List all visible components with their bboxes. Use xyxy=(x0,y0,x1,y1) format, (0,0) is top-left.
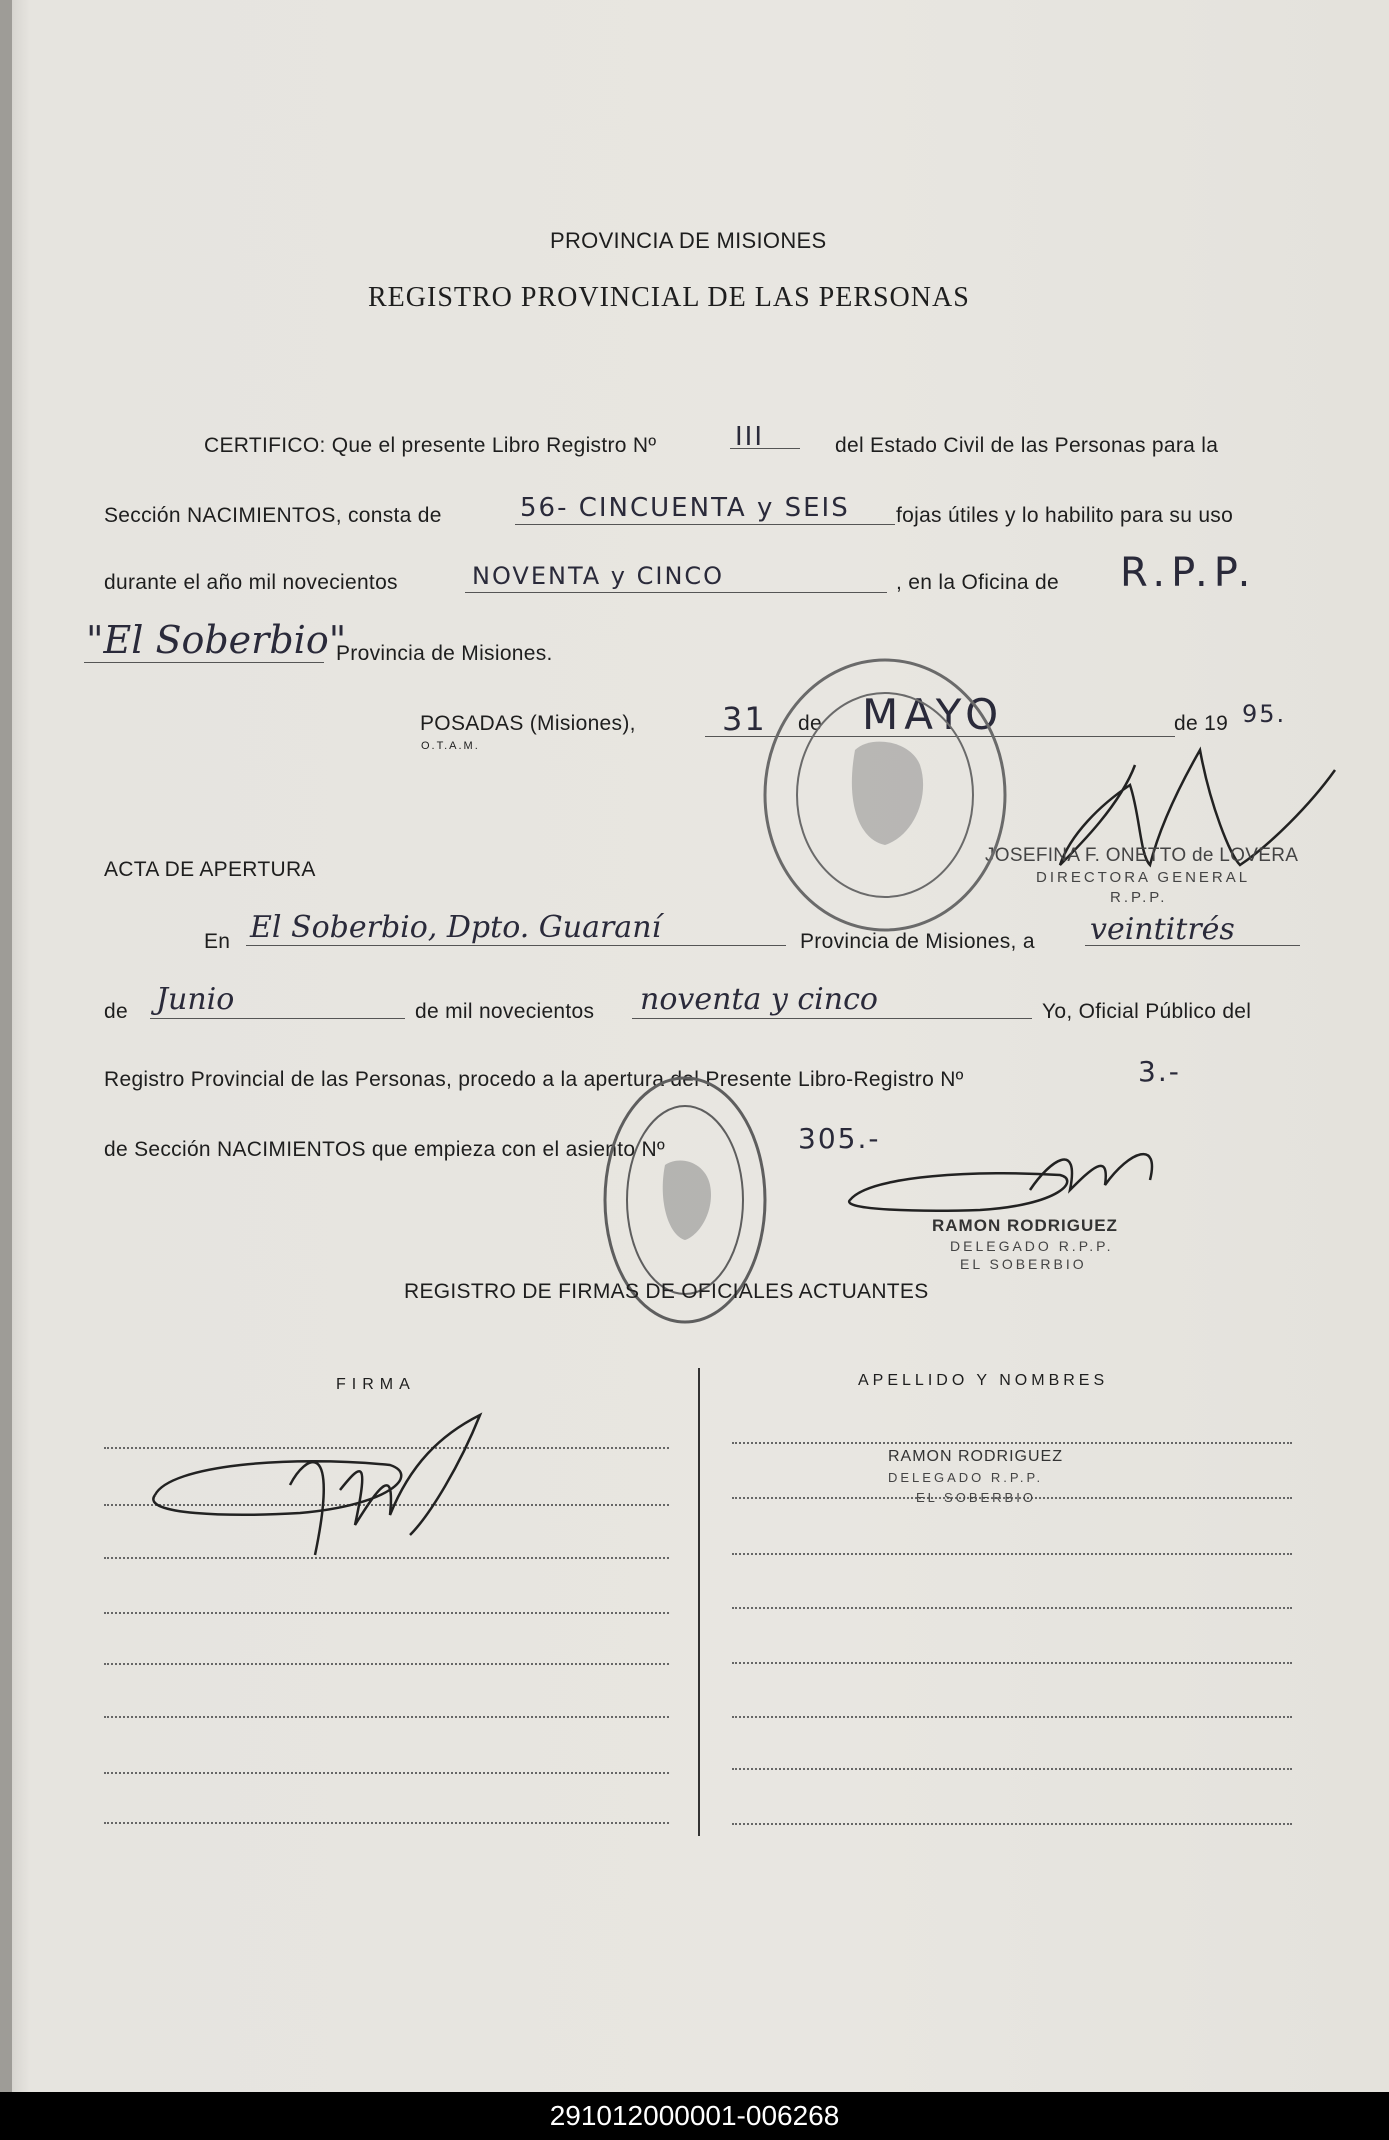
acta-location: El Soberbio, Dpto. Guaraní xyxy=(250,910,662,945)
signature-line-7 xyxy=(104,1772,669,1774)
name-line-8 xyxy=(732,1823,1292,1825)
acta-line1-b: Provincia de Misiones, a xyxy=(800,930,1035,953)
register-entry-title: DELEGADO R.P.P. xyxy=(888,1470,1044,1485)
cert-line2-a: Sección NACIMIENTOS, consta de xyxy=(104,504,442,527)
page-edge xyxy=(0,0,12,2092)
cert-line1-b: del Estado Civil de las Personas para la xyxy=(835,434,1219,457)
acta-line2-c: Yo, Oficial Público del xyxy=(1042,1000,1252,1023)
director-title: DIRECTORA GENERAL xyxy=(1036,869,1251,886)
delegate-name: RAMON RODRIGUEZ xyxy=(932,1216,1118,1235)
acta-line2-b: de mil novecientos xyxy=(415,1000,595,1023)
cert-year-prefix: de 19 xyxy=(1174,712,1229,735)
signatures-col-names: APELLIDO Y NOMBRES xyxy=(858,1372,1109,1389)
cert-book-number: III xyxy=(735,422,765,452)
cert-office: R.P.P. xyxy=(1120,550,1257,596)
acta-title: ACTA DE APERTURA xyxy=(104,858,316,881)
delegate-place: EL SOBERBIO xyxy=(960,1256,1087,1272)
signature-line-5 xyxy=(104,1663,669,1665)
cert-year-words: NOVENTA y CINCO xyxy=(472,562,725,590)
acta-de: de xyxy=(104,1000,128,1023)
acta-book-number: 3.- xyxy=(1138,1055,1181,1088)
cert-year-line xyxy=(465,592,887,593)
province-heading: PROVINCIA DE MISIONES xyxy=(550,228,827,253)
director-org: R.P.P. xyxy=(1110,889,1168,906)
name-line-1 xyxy=(732,1442,1292,1444)
signatures-column-divider xyxy=(698,1368,700,1836)
acta-year-line xyxy=(632,1018,1032,1019)
cert-line1-a: CERTIFICO: Que el presente Libro Registro Nº xyxy=(204,434,657,457)
acta-year-words: noventa y cinco xyxy=(640,982,878,1017)
register-signature xyxy=(140,1395,500,1565)
acta-month-line xyxy=(150,1018,405,1019)
name-line-4 xyxy=(732,1607,1292,1609)
name-line-5 xyxy=(732,1662,1292,1664)
acta-month: Junio xyxy=(156,982,235,1017)
signatures-col-sign: FIRMA xyxy=(336,1376,416,1393)
name-line-7 xyxy=(732,1768,1292,1770)
signature-line-4 xyxy=(104,1612,669,1614)
signature-line-8 xyxy=(104,1822,669,1824)
cert-de: de xyxy=(798,712,822,735)
cert-place-line xyxy=(84,662,324,663)
acta-line3-a: Registro Provincial de las Personas, procedo a la apertura del Presente Libro-Registro Nº xyxy=(104,1068,964,1091)
acta-day-line xyxy=(1085,945,1300,946)
cert-month: MAYO xyxy=(862,690,1005,739)
signature-line-6 xyxy=(104,1716,669,1718)
cert-line3-a: durante el año mil novecientos xyxy=(104,571,398,594)
register-entry-place: EL SOBERBIO xyxy=(916,1490,1036,1505)
acta-location-line xyxy=(246,945,786,946)
acta-entry-number: 305.- xyxy=(798,1122,881,1155)
delegate-title: DELEGADO R.P.P. xyxy=(950,1238,1114,1254)
official-seal-upper xyxy=(760,655,1010,935)
signatures-title: REGISTRO DE FIRMAS DE OFICIALES ACTUANTES xyxy=(404,1280,929,1303)
cert-initials: O.T.A.M. xyxy=(421,740,480,752)
cert-day: 31 xyxy=(722,700,767,738)
cert-line4: Provincia de Misiones. xyxy=(336,642,553,665)
name-line-6 xyxy=(732,1716,1292,1718)
register-entry-name: RAMON RODRIGUEZ xyxy=(888,1448,1063,1465)
cert-year-end: 95. xyxy=(1242,700,1287,728)
document-id-footer: 291012000001-006268 xyxy=(0,2092,1389,2140)
acta-line4-a: de Sección NACIMIENTOS que empieza con el asiento Nº xyxy=(104,1138,665,1161)
cert-city: POSADAS (Misiones), xyxy=(420,712,636,735)
cert-folios: 56- CINCUENTA y SEIS xyxy=(520,493,850,523)
cert-book-number-line xyxy=(730,448,800,449)
name-line-3 xyxy=(732,1553,1292,1555)
acta-day-words: veintitrés xyxy=(1090,912,1235,947)
cert-place: "El Soberbio" xyxy=(86,618,347,662)
acta-en: En xyxy=(204,930,231,953)
director-name: JOSEFINA F. ONETTO de LOVERA xyxy=(985,845,1299,866)
cert-folios-line xyxy=(515,524,895,525)
cert-line2-b: fojas útiles y lo habilito para su uso xyxy=(896,504,1234,527)
cert-line3-b: , en la Oficina de xyxy=(896,571,1059,594)
registry-heading: REGISTRO PROVINCIAL DE LAS PERSONAS xyxy=(368,282,970,313)
